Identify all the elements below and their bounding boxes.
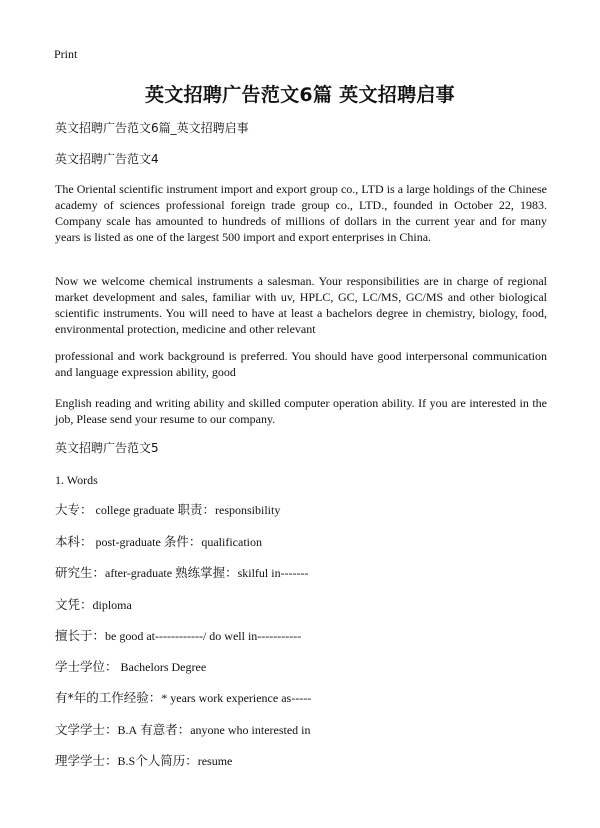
word-term-en: responsibility (215, 503, 281, 517)
word-row (55, 659, 547, 675)
word-row (55, 722, 547, 738)
paragraph-job-description: Now we welcome chemical instruments a salesman. Your responsibilities are in charge of regional market development and sales, familiar with uv, HPLC, GC, LC/MS, GC/MS and other biological scientific instruments. You will need to have at least a bachelors degree in chemistry, biology, food, environmental protection, medicine and other relevant (55, 274, 547, 336)
word-term-en: B.S (117, 754, 136, 768)
word-term-en: be good at------------/ do well in----------- (105, 629, 302, 643)
word-term-cn: 有*年的工作经验： (55, 690, 162, 705)
word-term-cn: 本科： (55, 534, 93, 549)
word-term-cn: 文凭： (55, 597, 93, 612)
word-term-en: Bachelors Degree (120, 660, 207, 674)
word-term-en: anyone who interested in (190, 723, 311, 737)
word-term-cn: 学士学位： (55, 659, 118, 674)
word-term-cn: 个人简历： (135, 753, 198, 768)
word-term-en: diploma (92, 598, 132, 612)
word-term-cn: 条件： (163, 534, 202, 549)
word-term-cn: 大专： (55, 502, 93, 517)
word-row (55, 690, 547, 706)
word-term-cn: 理学学士： (55, 753, 118, 768)
word-term-en: skilful in------- (237, 566, 309, 580)
word-term-cn: 擅长于： (55, 628, 106, 643)
section-heading-5: 英文招聘广告范文5 (55, 441, 159, 455)
word-term-en: qualification (201, 535, 262, 549)
word-term-en: after-graduate (105, 566, 173, 580)
word-term-cn: 职责： (177, 502, 215, 517)
word-term-cn: 有意者： (140, 722, 191, 737)
word-term-cn: 熟练掌握： (175, 565, 238, 580)
paragraph-application: English reading and writing ability and skilled computer operation ability. If you are interested in the job, Please send your resume to our company. (55, 396, 547, 426)
section-heading-4: 英文招聘广告范文4 (55, 152, 159, 166)
word-row (55, 597, 547, 613)
paragraph-requirements: professional and work background is preferred. You should have good interpersonal communication and language expression ability, good (55, 349, 547, 379)
print-label[interactable]: Print (54, 47, 78, 61)
document-title: 英文招聘广告范文6篇 英文招聘启事 (145, 84, 455, 106)
word-term-en: post-graduate (95, 535, 161, 549)
word-term-cn: 文学学士： (55, 722, 118, 737)
word-term-en: * years work experience as----- (161, 691, 312, 705)
word-row (55, 502, 547, 518)
word-term-en: resume (197, 754, 233, 768)
word-row (55, 628, 547, 644)
words-heading: 1. Words (55, 473, 98, 487)
word-row (55, 753, 547, 769)
word-term-cn: 研究生： (55, 565, 106, 580)
word-term-en: college graduate (95, 503, 175, 517)
document-subtitle: 英文招聘广告范文6篇_英文招聘启事 (55, 121, 249, 135)
word-row (55, 565, 547, 581)
paragraph-company-intro: The Oriental scientific instrument import and export group co., LTD is a large holdings of the Chinese academy of sciences professional foreign trade group co., LTD., founded in October 22, 1983. Company scale has amounted to hundreds of millions of dollars in the current year and for many years is listed as one of the largest 500 import and export enterprises in China. (55, 182, 547, 244)
word-term-en: B.A (117, 723, 138, 737)
word-row (55, 534, 547, 550)
